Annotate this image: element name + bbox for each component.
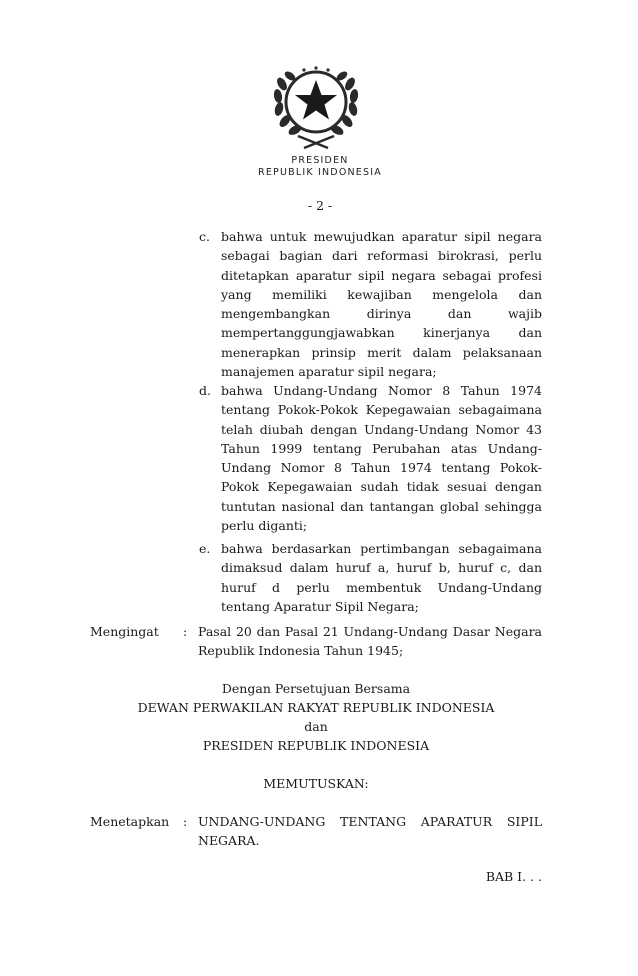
menetapkan-colon: : — [183, 814, 188, 829]
consideration-item-d — [199, 381, 542, 535]
page-number: - 2 - — [307, 198, 333, 213]
approval-line-2: DEWAN PERWAKILAN RAKYAT REPUBLIK INDONESIA — [137, 700, 495, 715]
item-letter: d. — [199, 383, 211, 398]
decision-heading: MEMUTUSKAN: — [263, 776, 369, 791]
mengingat-text: Pasal 20 dan Pasal 21 Undang-Undang Dasar Negara Republik Indonesia Tahun 1945; — [198, 624, 542, 659]
mengingat-label: Mengingat — [90, 624, 159, 639]
item-text: bahwa untuk mewujudkan aparatur sipil negara sebagai bagian dari reformasi birokrasi, perlu ditetapkan aparatur sipil negara sebagai profesi yang memiliki kewajiban mengelola dan mengembangkan dirinya dan wajib mempertanggungjawabkan kinerjanya dan menerapkan prinsip merit dalam pelaksanaan manajemen aparatur sipil negara; — [221, 229, 542, 380]
consideration-item-c — [199, 227, 542, 381]
emblem-caption — [250, 155, 390, 179]
mengingat-section — [90, 622, 542, 661]
garuda-star-emblem-icon — [268, 62, 364, 152]
menetapkan-text: UNDANG-UNDANG TENTANG APARATUR SIPIL NEGARA. — [198, 814, 542, 849]
approval-line-3: dan — [304, 719, 328, 734]
item-letter: e. — [199, 541, 211, 556]
item-letter: c. — [199, 229, 210, 244]
mengingat-colon: : — [183, 624, 188, 639]
emblem-subtitle: REPUBLIK INDONESIA — [258, 167, 382, 178]
item-text: bahwa Undang-Undang Nomor 8 Tahun 1974 tentang Pokok-Pokok Kepegawaian sebagaimana telah diubah dengan Undang-Undang Nomor 43 Tahun 1999 tentang Perubahan atas Undang-Undang Nomor 8 Tahun 1974 tentang Pokok-Pokok Kepegawaian sudah tidak sesuai dengan tuntutan nasional dan tantangan global sehingga perlu diganti; — [221, 383, 542, 534]
consideration-item-e — [199, 539, 542, 616]
menetapkan-section — [90, 812, 542, 851]
emblem-title: PRESIDEN — [291, 155, 349, 166]
item-text: bahwa berdasarkan pertimbangan sebagaimana dimaksud dalam huruf a, huruf b, huruf c, dan huruf d perlu membentuk Undang-Undang tentang Aparatur Sipil Negara; — [221, 541, 542, 614]
menetapkan-label: Menetapkan — [90, 814, 170, 829]
approval-line-4: PRESIDEN REPUBLIK INDONESIA — [202, 738, 430, 753]
next-page-marker: BAB I. . . — [485, 869, 542, 884]
approval-line-1: Dengan Persetujuan Bersama — [221, 681, 411, 696]
